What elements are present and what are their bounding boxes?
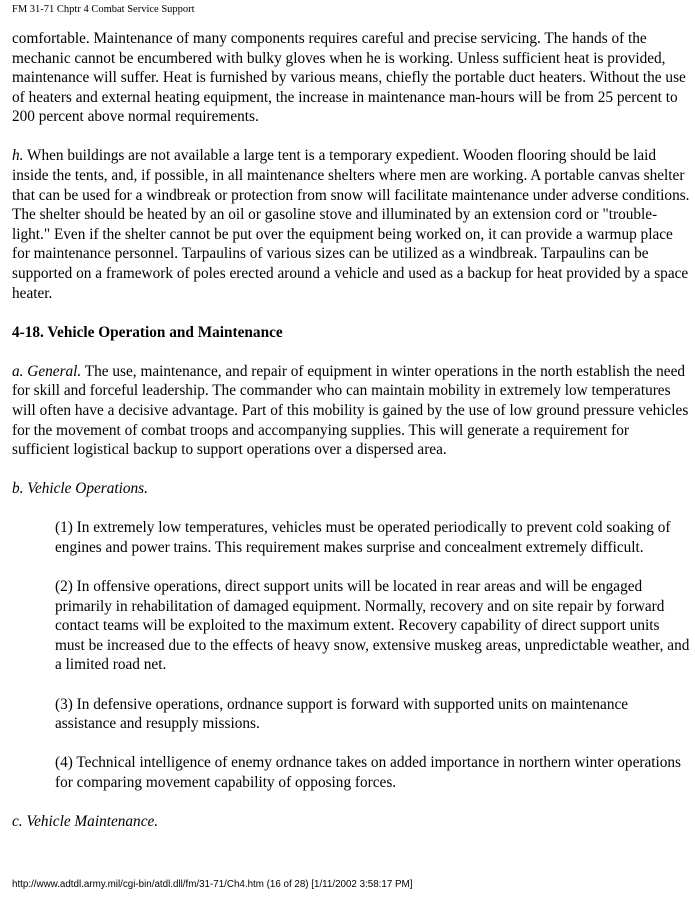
paragraph-c-label: c. Vehicle Maintenance. [12,812,159,830]
paragraph-continued: comfortable. Maintenance of many components requires careful and precise servicing. The hands of the mechanic cannot be encumbered with bulky gloves when he is working. Unless sufficient heat is provided, maintenance will suffer. Heat is furnished by various means, chiefly the portable duct heaters. Without the use of heaters and external heating equipment, the increase in maintenance man-hours will be from 25 percent to 200 percent above normal requirements. [12,30,686,126]
document-body [12,29,690,851]
sub-item-2: (2) In offensive operations, direct support units will be located in rear areas and will be engaged primarily in rehabilitation of damaged equipment. Normally, recovery and on site repair by forward contact teams will be exploited to the maximum extent. Recovery capability of direct support units must be increased due to the effects of heavy snow, extensive muskeg areas, unpredictable weather, and a limited road net. [55,578,690,674]
paragraph-a [12,362,690,460]
sub-item-1: (1) In extremely low temperatures, vehicles must be operated periodically to prevent cold soaking of engines and power trains. This requirement makes surprise and concealment extremely difficult. [55,519,671,556]
paragraph-h-label: h. [12,147,24,165]
paragraph-a-text: The use, maintenance, and repair of equipment in winter operations in the north establish the need for skill and forceful leadership. The commander who can maintain mobility in extremely low temperatures will often have a decisive advantage. Part of this mobility is gained by the use of low ground pressure vehicles for the movement of combat troops and accompanying supplies. This will generate a requirement for sufficient logistical backup to support operations over a dispersed area. [12,362,689,459]
sub-item-4: (4) Technical intelligence of enemy ordnance takes on added importance in northern winter operations for comparing movement capability of opposing forces. [55,754,682,791]
sub-item-3: (3) In defensive operations, ordnance support is forward with supported units on maintenance assistance and resupply missions. [55,695,629,733]
paragraph-b-label: b. Vehicle Operations. [12,480,148,498]
section-heading: 4-18. Vehicle Operation and Maintenance [12,323,283,341]
paragraph-a-label: a. General. [12,362,82,380]
paragraph-h-text: When buildings are not available a large tent is a temporary expedient. Wooden flooring should be laid inside the tents, and, if possible, in all maintenance shelters where men are working. A portable canvas shelter that can be used for a windbreak or protection from snow will facilitate maintenance under adverse conditions. The shelter should be heated by an oil or gasoline stove and illuminated by an extension cord or "trouble-light." Even if the shelter cannot be put over the equipment being worked on, it can provide a warmup place for maintenance personnel. Tarpaulins of various sizes can be utilized as a windbreak. Tarpaulins can be supported on a framework of poles erected around a vehicle and used as a backup for heat provided by a space heater. [12,147,690,302]
paragraph-h [12,146,690,303]
page-running-header: FM 31-71 Chptr 4 Combat Service Support [12,4,195,15]
page-footer-url: http://www.adtdl.army.mil/cgi-bin/atdl.dll/fm/31-71/Ch4.htm (16 of 28) [1/11/2002 3:58:17 PM] [12,879,413,890]
